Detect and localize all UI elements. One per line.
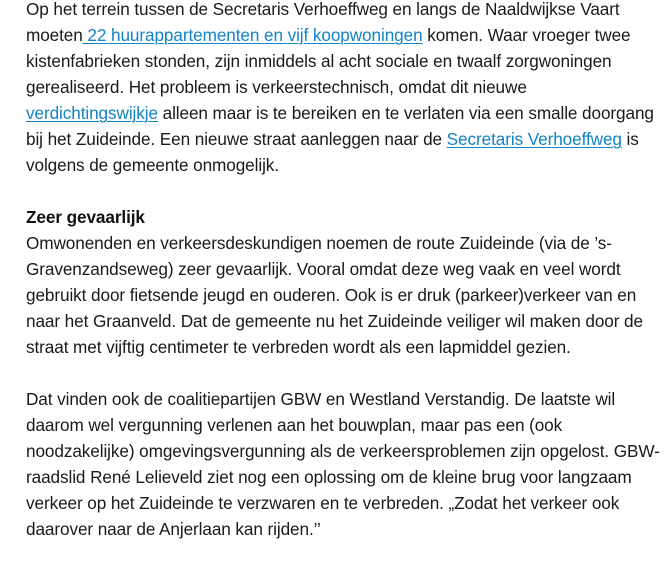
paragraph-intro <box>26 0 662 178</box>
article-body <box>26 0 662 542</box>
link-secretaris-verhoeffweg[interactable]: Secretaris Verhoeffweg <box>446 129 622 149</box>
section-heading: Zeer gevaarlijk <box>26 207 145 227</box>
paragraph-intro-text-4: is volgens de gemeente onmogelijk. <box>26 129 639 175</box>
paragraph-intro-text-3: alleen maar is te bereiken en te verlaten via een smalle doorgang bij het Zuideinde. Een nieuwe straat aanleggen naar de <box>26 103 654 149</box>
paragraph-intro-text-2: komen. Waar vroeger twee kistenfabrieken stonden, zijn inmiddels al acht sociale en twaalf zorgwoningen gerealiseerd. Het probleem is verkeerstechnisch, omdat dit nieuwe <box>26 25 631 97</box>
paragraph-danger: Omwonenden en verkeersdeskundigen noemen de route Zuideinde (via de ’s-Gravenzandseweg) zeer gevaarlijk. Vooral omdat deze weg vaak en veel wordt gebruikt door fietsende jeugd en ouderen. Ook is er druk (parkeer)verkeer van en naar het Graanveld. Dat de gemeente nu het Zuideinde veiliger wil maken door de straat met vijftig centimeter te verbreden wordt als een lapmiddel gezien. <box>26 233 643 357</box>
paragraph-coalition: Dat vinden ook de coalitiepartijen GBW en Westland Verstandig. De laatste wil daarom wel vergunning verlenen aan het bouwplan, maar pas een (ook noodzakelijke) omgevingsvergunning als de verkeersproblemen zijn opgelost. GBW-raadslid René Lelieveld ziet nog een oplossing om de kleine brug voor langzaam verkeer op het Zuideinde te verzwaren en te verbreden. „Zodat het verkeer ook daarover naar de Anjerlaan kan rijden.’’ <box>26 389 660 539</box>
paragraph-intro-text-1: Op het terrein tussen de Secretaris Verhoeffweg en langs de Naaldwijkse Vaart moeten <box>26 0 620 45</box>
link-verdichtingswijkje[interactable]: verdichtingswijkje <box>26 103 158 123</box>
link-huurappartementen[interactable]: 22 huurappartementen en vijf koopwoningen <box>82 25 423 45</box>
